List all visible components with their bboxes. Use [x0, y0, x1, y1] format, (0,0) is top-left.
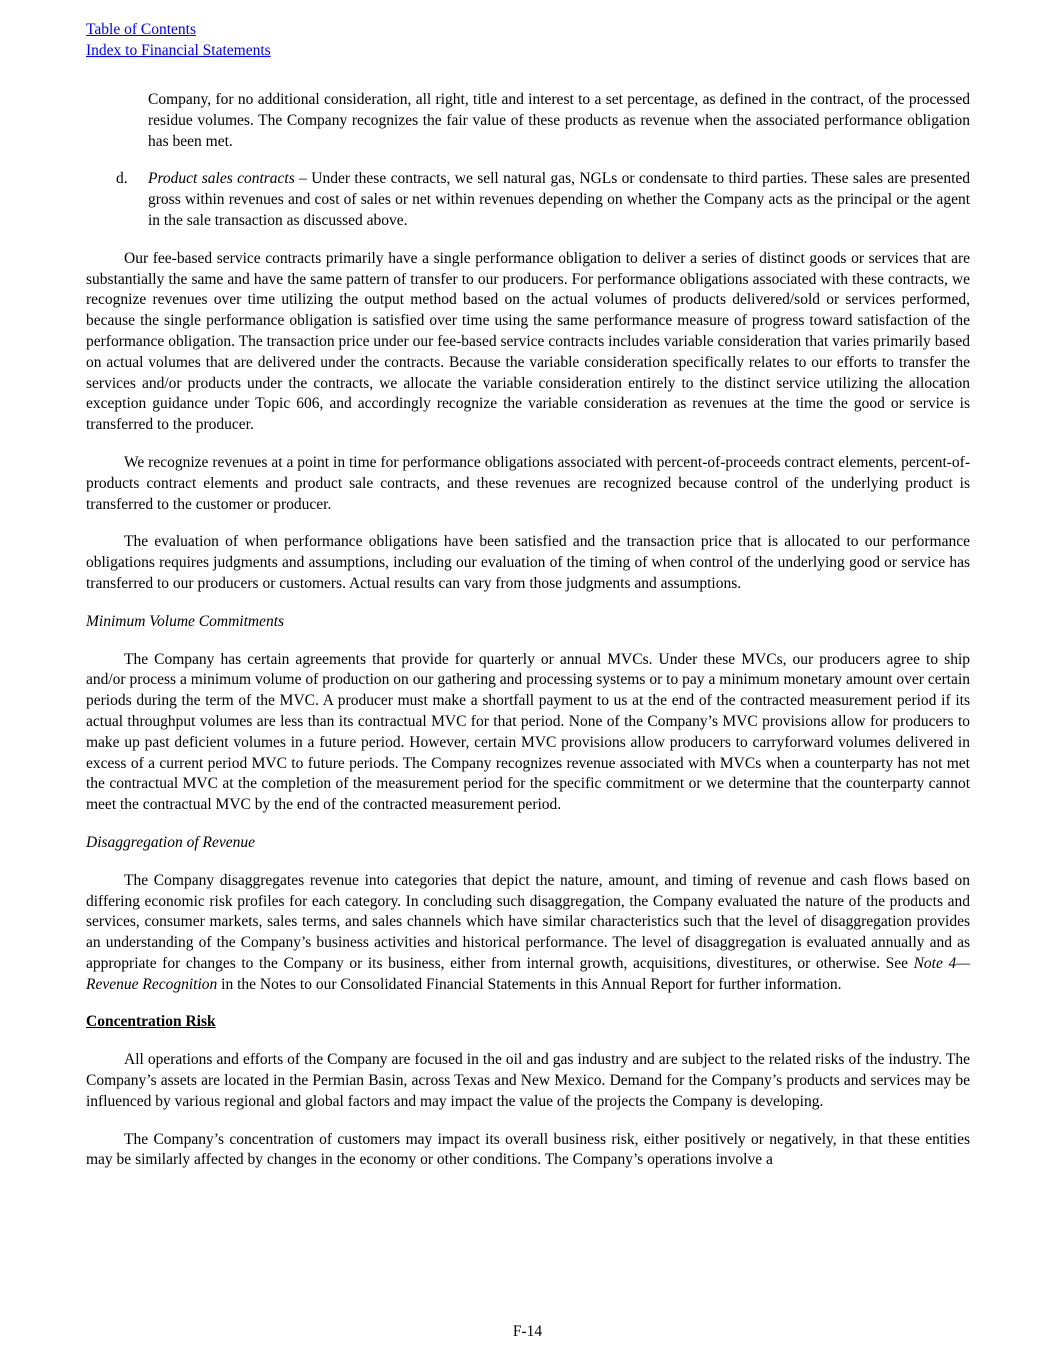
list-marker: d. — [116, 170, 128, 188]
note-reference: Note 4—Revenue Recognition — [86, 954, 970, 993]
heading-minimum-volume-commitments: Minimum Volume Commitments — [86, 612, 285, 630]
disaggregation-text-before: The Company disaggregates revenue into categories that depict the nature, amount, and timing of revenue and cash flows based on differing economic risk profiles for each category. In concluding such disaggregation, the Company evaluated the nature of the products and services, consumer markets, sales terms, and sales channels which have similar characteristics such that the level of disaggregation provides an understanding of the Company’s business activities and historical performance. The level of disaggregation is evaluated annually and as appropriate for changes to the Company or its business, either from internal growth, acquisitions, divestitures, or otherwise. See — [86, 871, 970, 972]
paragraph-evaluation: The evaluation of when performance obligations have been satisfied and the transaction price that is allocated to our performance obligations requires judgments and assumptions, including our evaluation of the timing of when control of the underlying good or service has transferred to our producers or customers. Actual results can vary from those judgments and assumptions. — [86, 533, 970, 592]
paragraph-disaggregation-of-revenue — [86, 871, 970, 996]
paragraph-concentration-industry: All operations and efforts of the Company are focused in the oil and gas industry and are subject to the related risks of the industry. The Company’s assets are located in the Permian Basin, across Texas and New Mexico. Demand for the Company’s products and services may be influenced by various regional and global factors and may impact the value of the projects the Company is developing. — [86, 1051, 970, 1110]
list-item-product-sales-contracts — [116, 169, 971, 231]
list-item-text: – Under these contracts, we sell natural gas, NGLs or condensate to third parties. These sales are presented gross within revenues and cost of sales or net within revenues depending on whether the Company acts as the principal or the agent in the sale transaction as discussed above. — [148, 170, 971, 229]
index-to-financial-statements-link[interactable]: Index to Financial Statements — [86, 41, 271, 59]
paragraph-concentration-customers: The Company’s concentration of customers may impact its overall business risk, either positively or negatively, in that these entities may be similarly affected by changes in the economy or other conditions. The Company’s operations involve a — [86, 1130, 970, 1169]
document-page — [86, 20, 970, 1171]
page-number: F-14 — [512, 1323, 543, 1340]
heading-concentration-risk: Concentration Risk — [86, 1013, 216, 1031]
continued-list-item-text: Company, for no additional consideration, all right, title and interest to a set percentage, as defined in the contract, of the processed residue volumes. The Company recognizes the fair value of these products as revenue when the associated performance obligation has been met. — [148, 91, 970, 150]
heading-disaggregation-of-revenue: Disaggregation of Revenue — [86, 833, 256, 851]
paragraph-point-in-time: We recognize revenues at a point in time for performance obligations associated with percent-of-proceeds contract elements, percent-of-products contract elements and product sale contracts, and these revenues are recognized because control of the underlying product is transferred to the customer or producer. — [86, 453, 970, 513]
list-item-body — [148, 169, 970, 231]
paragraph-minimum-volume-commitments: The Company has certain agreements that provide for quarterly or annual MVCs. Under these MVCs, our producers agree to ship and/or process a minimum volume of production on our gathering and processing systems or to pay a minimum monetary amount over certain periods during the term of the MVC. A producer must make a shortfall payment to us at the end of the contracted measurement period if its actual throughput volumes are less than its contractual MVC for that period. None of the Company’s MVC provisions allow for producers to make up past deficient volumes in a future period. However, certain MVC provisions allow producers to carryforward volumes delivered in excess of a current period MVC to future periods. The Company recognizes revenue associated with MVCs when a counterparty has not met the contractual MVC at the completion of the measurement period for the specific commitment or we determine that the counterparty cannot meet the contractual MVC by the end of the contracted measurement period. — [86, 650, 970, 814]
top-navigation — [86, 20, 970, 61]
paragraph-fee-based-contracts: Our fee-based service contracts primarily have a single performance obligation to deliver a series of distinct goods or services that are substantially the same and have the same pattern of transfer to our producers. For performance obligations associated with these contracts, we recognize revenues over time utilizing the output method based on the actual volumes of products delivered/sold or services performed, because the single performance obligation is satisfied over time using the same performance measure of progress toward satisfaction of the performance obligation. The transaction price under our fee-based service contracts includes variable consideration that varies primarily based on actual volumes that are delivered under the contracts. Because the variable consideration specifically relates to our efforts to transfer the services and/or products under the contracts, we allocate the variable consideration entirely to the distinct service utilizing the allocation exception guidance under Topic 606, and accordingly recognize the variable consideration as revenues at the time the good or service is transferred to the producer. — [86, 249, 970, 434]
disaggregation-text-after: in the Notes to our Consolidated Financial Statements in this Annual Report for further information. — [217, 975, 842, 993]
list-item-title: Product sales contracts — [148, 170, 295, 188]
table-of-contents-link[interactable]: Table of Contents — [86, 21, 196, 38]
